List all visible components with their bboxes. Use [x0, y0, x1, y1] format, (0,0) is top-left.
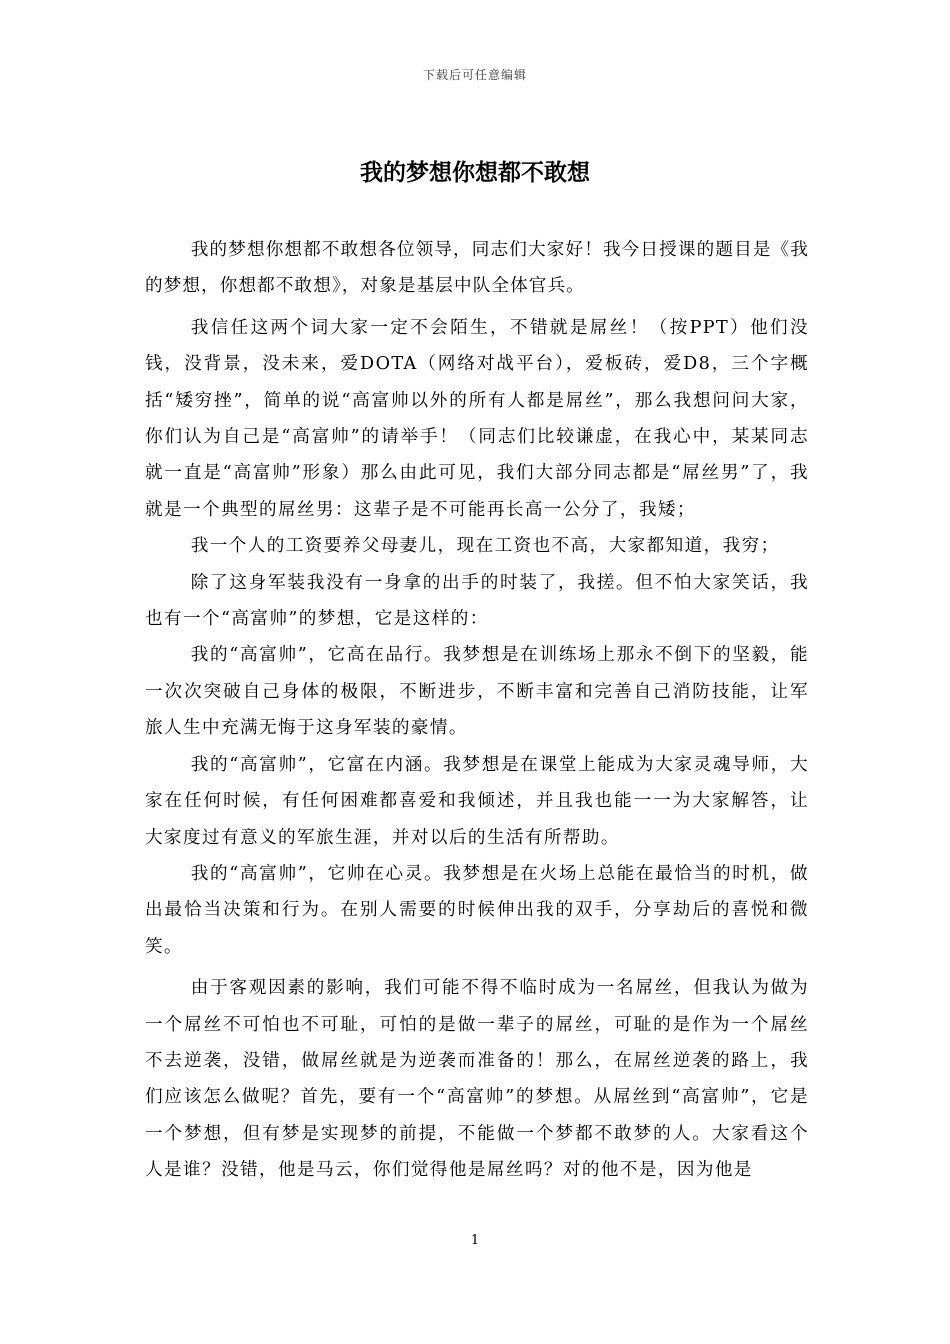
paragraph-counterattack: 由于客观因素的影响，我们可能不得不临时成为一名屌丝，但我认为做为一个屌丝不可怕也不可耻，可怕的是做一辈子的屌丝，可耻的是作为一个屌丝不去逆袭，没错，做屌丝就是为逆袭而准备的！那么，在屌丝逆袭的路上，我们应该怎么做呢？首先，要有一个“高富帅”的梦想。从屌丝到“高富帅”，它是一个梦想，但有梦是实现梦的前提，不能做一个梦都不敢梦的人。大家看这个人是谁？没错，他是马云，你们觉得他是屌丝吗？对的他不是，因为他是 [145, 978, 809, 1181]
paragraph-rich-inner: 我的“高富帅”，它富在内涵。我梦想是在课堂上能成为大家灵魂导师，大家在任何时候，有任何困难都喜爱和我倾述，并且我也能一一为大家解答，让大家度过有意义的军旅生涯，并对以后的生活有所帮助。 [145, 754, 809, 848]
paragraph-dream-intro: 除了这身军装我没有一身拿的出手的时装了，我搓。但不怕大家笑话，我也有一个“高富帅”的梦想，它是这样的： [145, 572, 809, 630]
document-body [145, 232, 809, 1189]
paragraph-tall-character: 我的“高富帅”，它高在品行。我梦想是在训练场上那永不倒下的坚毅，能一次次突破自己身体的极限，不断进步，不断丰富和完善自己消防技能，让军旅人生中充满无悔于这身军装的豪情。 [145, 645, 809, 739]
paragraph-poor: 我一个人的工资要养父母妻儿，现在工资也不高，大家都知道，我穷； [190, 536, 780, 557]
document-title: 我的梦想你想都不敢想 [360, 160, 590, 186]
page-number: 1 [470, 1233, 480, 1248]
paragraph-intro: 我的梦想你想都不敢想各位领导，同志们大家好！我今日授课的题目是《我的梦想，你想都不敢想》，对象是基层中队全体官兵。 [145, 240, 809, 297]
paragraph-handsome-heart: 我的“高富帅”，它帅在心灵。我梦想是在火场上总能在最恰当的时机，做出最恰当决策和行为。在别人需要的时候伸出我的双手，分享劫后的喜悦和微笑。 [145, 863, 809, 957]
paragraph-diaosi-definition: 我信任这两个词大家一定不会陌生，不错就是屌丝！（按PPT）他们没钱，没背景，没未来，爱DOTA（网络对战平台），爱板砖，爱D8，三个字概括“矮穷挫”，简单的说“高富帅以外的所有人都是屌丝”，那么我想问问大家，你们认为自己是“高富帅”的请举手！（同志们比较谦虚，在我心中，某某同志就一直是“高富帅”形象）那么由此可见，我们大部分同志都是“屌丝男”了，我就是一个典型的屌丝男：这辈子是不可能再长高一公分了，我矮； [145, 317, 809, 520]
page-header-note: 下载后可任意编辑 [422, 68, 527, 82]
